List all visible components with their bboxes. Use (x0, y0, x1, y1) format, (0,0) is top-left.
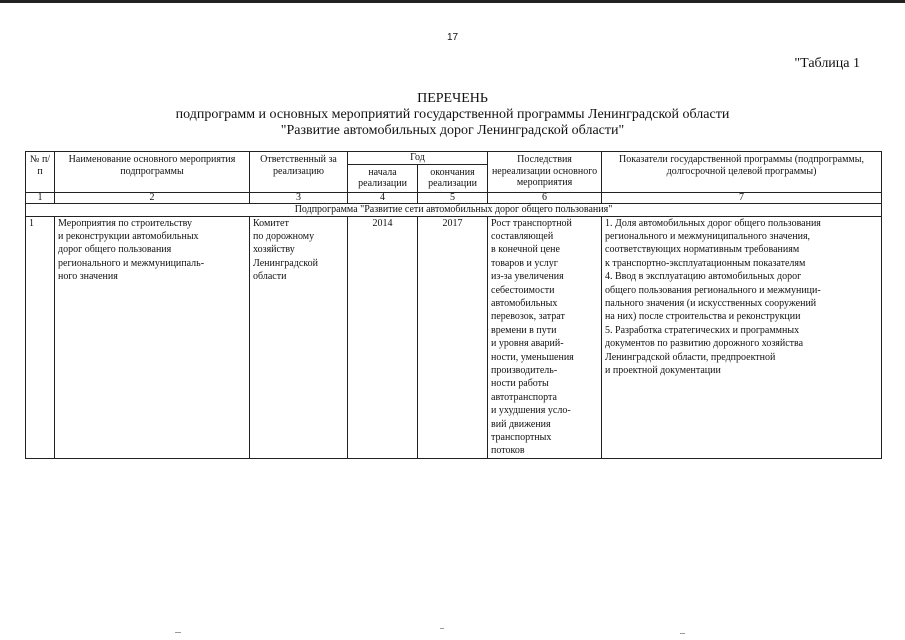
header-responsible: Ответственный за реализацию (250, 152, 348, 193)
header-indicators: Показатели государственной программы (подпрограммы, долгосрочной целевой программы) (602, 152, 882, 193)
header-year-end: окончания реализации (418, 164, 488, 192)
row-num: 1 (26, 216, 55, 458)
header-year: Год (348, 152, 488, 165)
page-number: 17 (446, 32, 459, 43)
scan-artifact (175, 632, 181, 633)
row-year-end: 2017 (418, 216, 488, 458)
row-indicators: 1. Доля автомобильных дорог общего пользования регионального и межмуниципального значения, соответствующих нормативным требованиям к транспортно-эксплуатационным показателям 4. Ввод в эксплуатацию автомобильных дорог общего пользования регионального и межмуници- пального значения (и искусственных сооружений на них) после строительства и реконструкции 5. Разработка стратегических и программных документов по развитию дорожного хозяйства Ленинградской области, предпроектной и проектной документации (605, 217, 821, 376)
header-year-start: начала реализации (348, 164, 418, 192)
title-line-1: ПЕРЕЧЕНЬ (417, 91, 488, 106)
table-caption: "Таблица 1 (794, 56, 860, 71)
title-line-2: подпрограмм и основных мероприятий государственной программы Ленинградской области (175, 107, 730, 122)
measures-table (25, 151, 882, 459)
column-number: 6 (488, 192, 602, 203)
title-line-3: "Развитие автомобильных дорог Ленинградской области" (280, 123, 625, 138)
row-responsible: Комитет по дорожному хозяйству Ленинградской области (253, 217, 318, 283)
header-name: Наименование основного мероприятия подпрограммы (55, 152, 250, 193)
page-top-border (0, 0, 905, 3)
column-number: 5 (418, 192, 488, 203)
row-consequences: Рост транспортной составляющей в конечной цене товаров и услуг из-за увеличения себестоимости автомобильных перевозок, затрат времени в пути и уровня аварий- ности, уменьшения производитель- ности работы автотранспорта и ухудшения усло- вий движения транспортных потоков (491, 217, 574, 457)
header-row (26, 152, 882, 165)
document-title (0, 91, 905, 139)
subprogram-row (26, 203, 882, 216)
scan-artifact (440, 628, 444, 629)
column-number: 7 (602, 192, 882, 203)
column-number: 1 (26, 192, 55, 203)
row-year-start: 2014 (348, 216, 418, 458)
column-number: 3 (250, 192, 348, 203)
column-number-row (26, 192, 882, 203)
scan-artifact (680, 633, 685, 634)
row-name: Мероприятия по строительству и реконструкции автомобильных дорог общего пользования регионального и межмуниципаль- ного значения (58, 217, 205, 283)
column-number: 2 (55, 192, 250, 203)
subprogram-title: Подпрограмма "Развитие сети автомобильных дорог общего пользования" (26, 203, 882, 216)
header-consequences: Последствия нереализации основного мероприятия (488, 152, 602, 193)
table-row (26, 216, 882, 458)
column-number: 4 (348, 192, 418, 203)
header-num: № п/п (26, 152, 55, 193)
